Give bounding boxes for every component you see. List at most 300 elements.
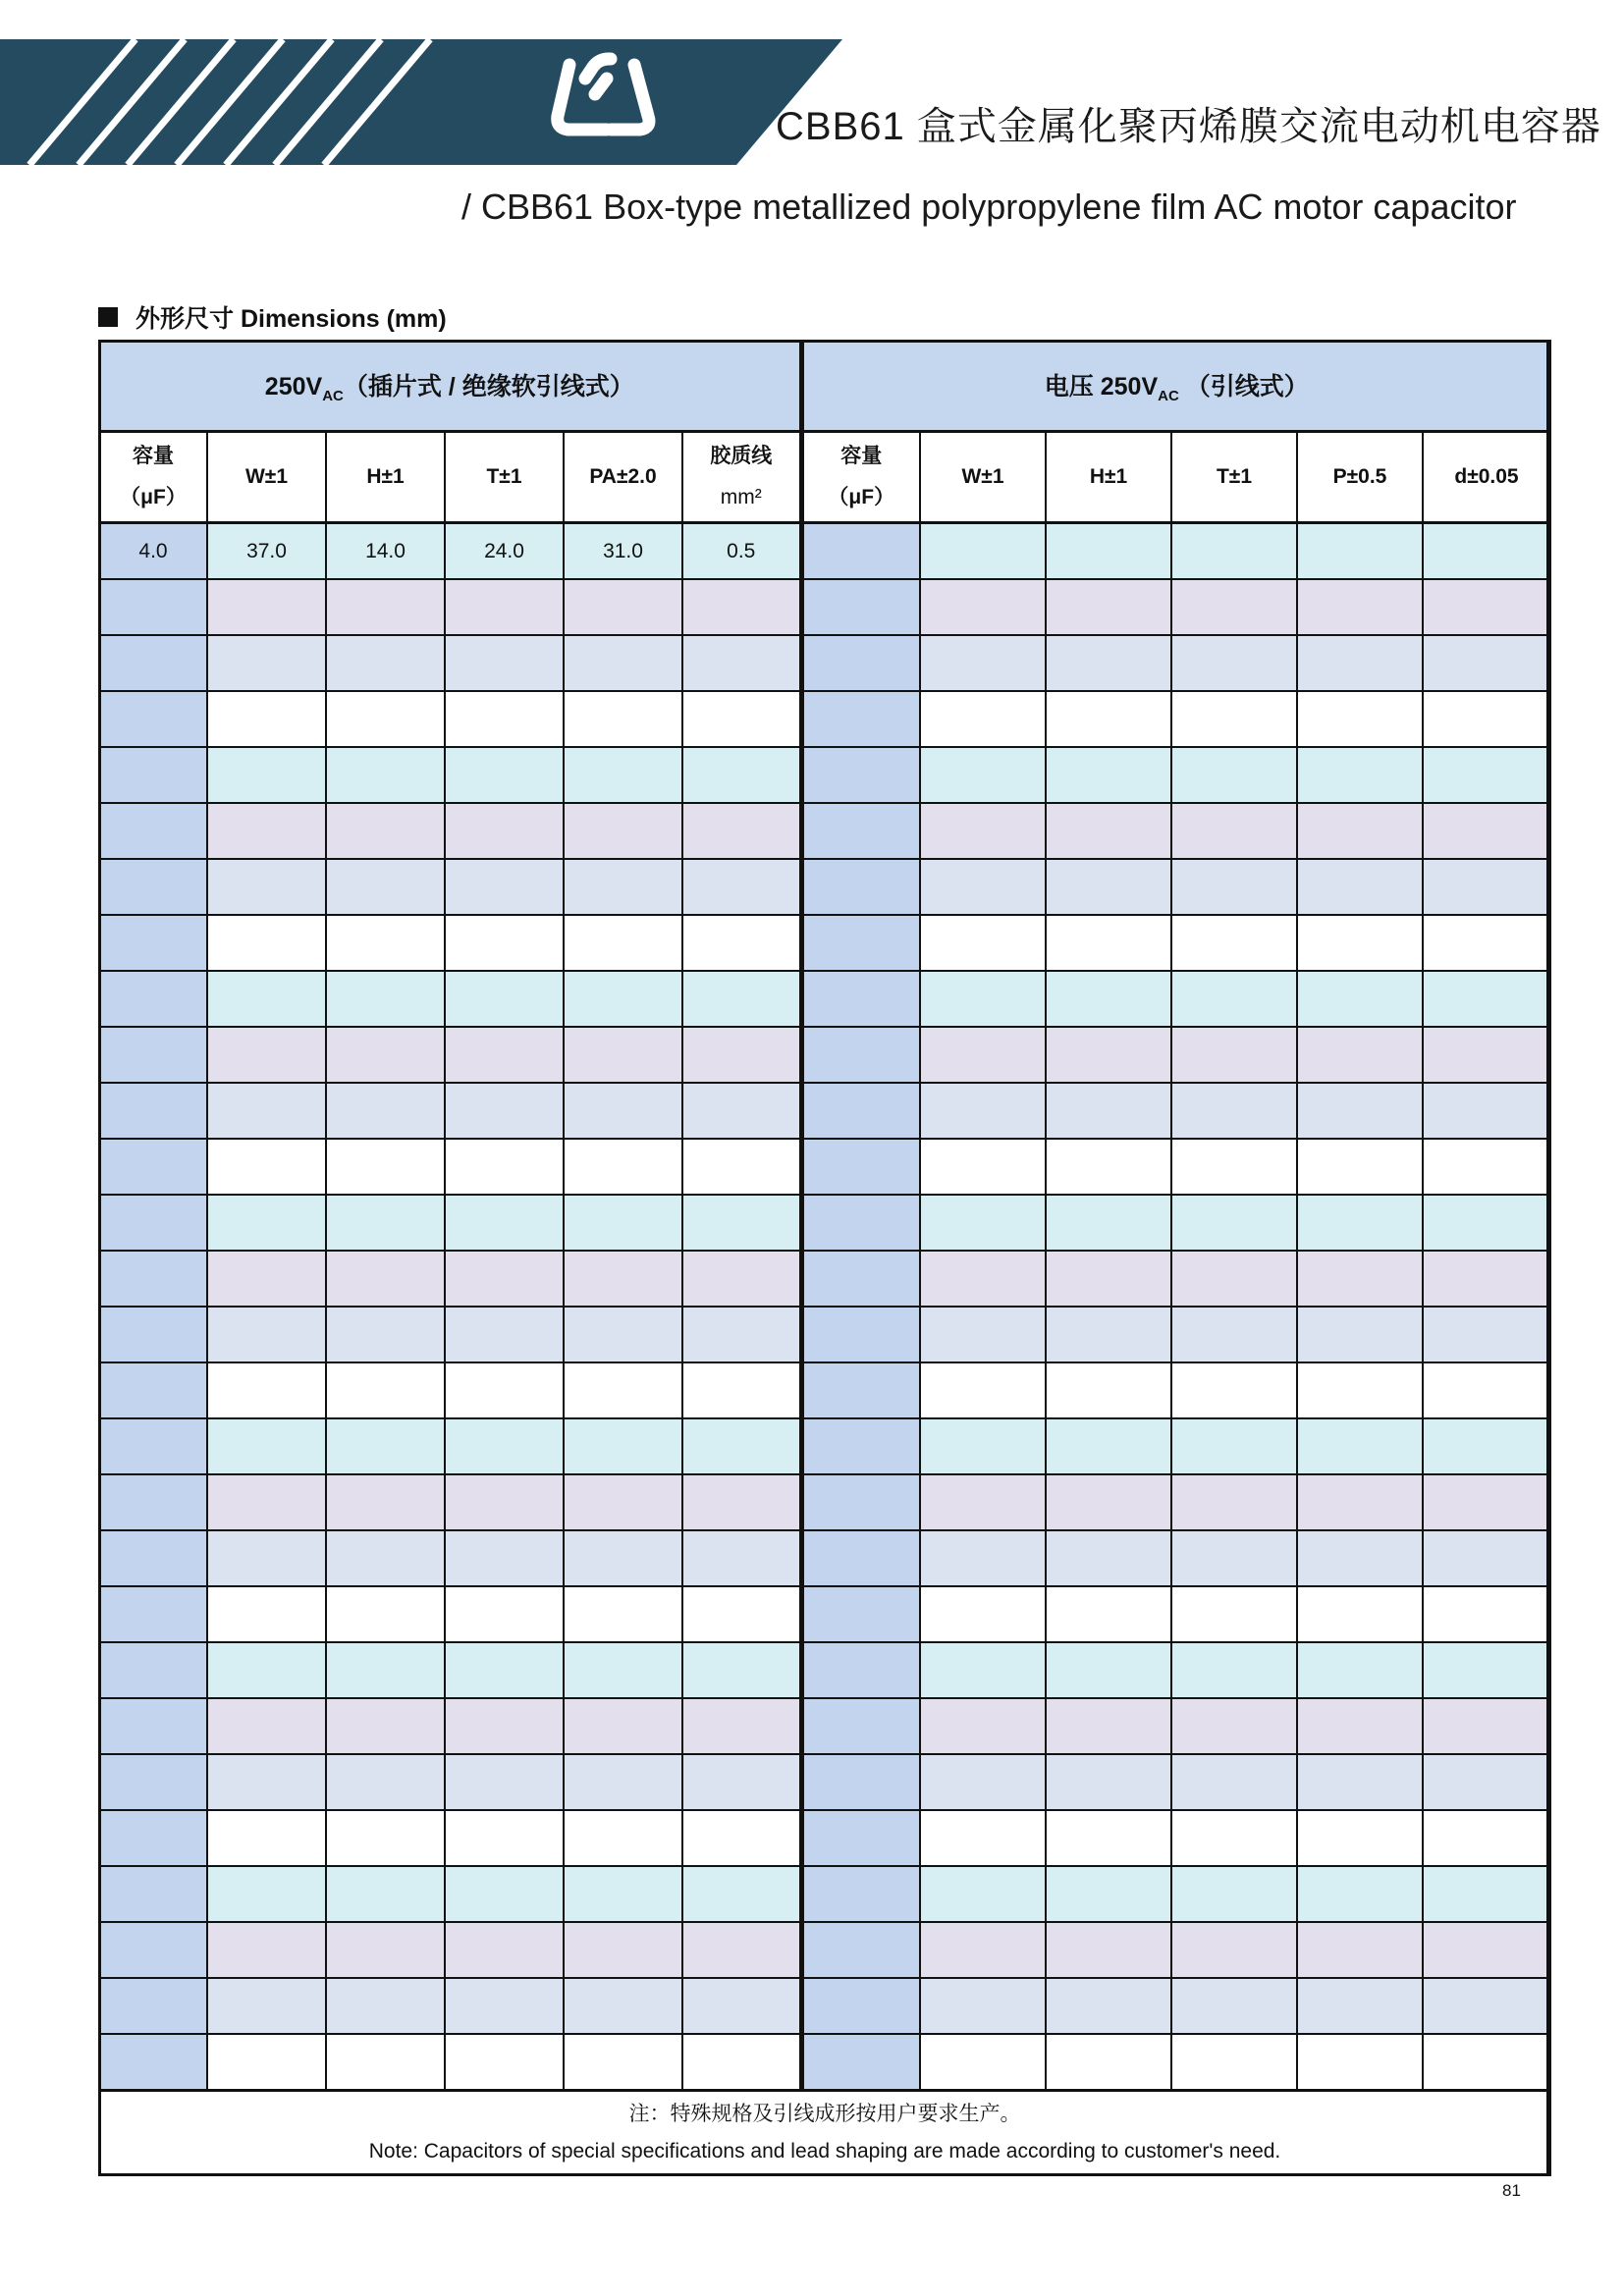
table-cell	[207, 1530, 326, 1586]
table-cell	[801, 1642, 920, 1698]
table-cell	[326, 1362, 445, 1418]
table-cell	[564, 1307, 682, 1362]
col-header-h: H±1	[326, 432, 445, 523]
table-cell	[801, 1474, 920, 1530]
col-header-p-right: P±0.5	[1297, 432, 1423, 523]
table-cell	[1046, 1195, 1171, 1251]
section-title: 外形尺寸 Dimensions (mm)	[135, 305, 447, 333]
table-cell	[445, 1251, 564, 1307]
table-cell	[99, 1307, 207, 1362]
table-cell	[1046, 1307, 1171, 1362]
table-cell	[326, 1754, 445, 1810]
table-row	[99, 1307, 1550, 1362]
table-cell	[1046, 1418, 1171, 1474]
table-cell	[1297, 579, 1423, 635]
table-cell	[801, 579, 920, 635]
table-cell	[1297, 1530, 1423, 1586]
table-cell	[326, 1418, 445, 1474]
table-cell	[1297, 1754, 1423, 1810]
table-cell	[564, 1418, 682, 1474]
table-cell	[682, 1307, 801, 1362]
table-cell	[1297, 1083, 1423, 1139]
table-cell	[99, 803, 207, 859]
table-cell	[682, 971, 801, 1027]
table-cell	[1423, 971, 1550, 1027]
table-cell	[920, 1978, 1046, 2034]
table-row	[99, 747, 1550, 803]
table-cell	[1297, 1307, 1423, 1362]
table-cell	[1423, 1698, 1550, 1754]
table-cell	[1297, 859, 1423, 915]
table-cell	[1171, 1418, 1297, 1474]
col-header-capacity-right: 容量 （μF）	[801, 432, 920, 523]
table-row	[99, 2034, 1550, 2091]
table-cell	[801, 1195, 920, 1251]
table-cell	[920, 2034, 1046, 2091]
table-cell	[682, 859, 801, 915]
table-cell	[801, 1754, 920, 1810]
table-cell	[564, 1530, 682, 1586]
table-cell	[682, 1418, 801, 1474]
table-cell	[1297, 1362, 1423, 1418]
table-cell	[445, 1922, 564, 1978]
table-cell	[682, 1139, 801, 1195]
table-cell	[99, 579, 207, 635]
table-cell	[1297, 1139, 1423, 1195]
table-cell	[99, 1474, 207, 1530]
table-cell	[682, 803, 801, 859]
table-cell	[564, 635, 682, 691]
table-cell	[207, 1586, 326, 1642]
table-cell	[1171, 1810, 1297, 1866]
table-row	[99, 635, 1550, 691]
table-cell	[1171, 1362, 1297, 1418]
table-cell	[1171, 1530, 1297, 1586]
table-cell	[1171, 523, 1297, 580]
table-cell: 14.0	[326, 523, 445, 580]
table-cell	[1046, 1754, 1171, 1810]
table-cell	[326, 1474, 445, 1530]
table-cell	[1171, 1251, 1297, 1307]
table-cell	[682, 1195, 801, 1251]
table-cell	[920, 1922, 1046, 1978]
table-row	[99, 523, 1550, 580]
table-cell	[1297, 971, 1423, 1027]
table-cell	[326, 1083, 445, 1139]
table-cell	[920, 579, 1046, 635]
table-row	[99, 579, 1550, 635]
table-cell	[207, 1754, 326, 1810]
table-cell: 37.0	[207, 523, 326, 580]
table-cell	[564, 1139, 682, 1195]
table-cell	[445, 1195, 564, 1251]
table-cell	[445, 971, 564, 1027]
table-cell	[207, 971, 326, 1027]
table-cell	[207, 1362, 326, 1418]
table-cell	[1171, 915, 1297, 971]
table-cell	[207, 1195, 326, 1251]
table-row	[99, 1418, 1550, 1474]
table-cell	[682, 1251, 801, 1307]
table-row	[99, 1642, 1550, 1698]
table-row	[99, 1810, 1550, 1866]
table-cell	[801, 1418, 920, 1474]
table-cell	[1046, 1866, 1171, 1922]
table-cell	[564, 747, 682, 803]
table-cell	[99, 971, 207, 1027]
table-cell	[682, 1866, 801, 1922]
table-cell	[1297, 803, 1423, 859]
table-cell	[1046, 691, 1171, 747]
table-cell	[1423, 915, 1550, 971]
table-cell: 31.0	[564, 523, 682, 580]
group-header-right: 电压 $250V_{AC}$ （引线式）	[801, 341, 1550, 432]
table-cell	[445, 1530, 564, 1586]
table-cell	[801, 1307, 920, 1362]
table-cell	[1423, 1978, 1550, 2034]
table-cell	[801, 859, 920, 915]
table-cell	[1046, 1530, 1171, 1586]
table-cell	[207, 1698, 326, 1754]
table-cell	[1297, 1195, 1423, 1251]
table-cell	[1171, 2034, 1297, 2091]
table-cell	[1423, 803, 1550, 859]
table-cell	[1046, 803, 1171, 859]
table-cell	[326, 579, 445, 635]
table-cell	[99, 1530, 207, 1586]
col-header-h-right: H±1	[1046, 432, 1171, 523]
table-cell	[1423, 1418, 1550, 1474]
table-cell	[682, 1027, 801, 1083]
table-cell	[920, 1139, 1046, 1195]
table-cell	[682, 1586, 801, 1642]
table-cell	[1171, 747, 1297, 803]
table-cell	[564, 1642, 682, 1698]
table-row	[99, 1586, 1550, 1642]
table-cell	[1423, 747, 1550, 803]
table-cell	[1297, 1978, 1423, 2034]
table-cell	[326, 1698, 445, 1754]
table-cell	[564, 1362, 682, 1418]
table-cell	[564, 971, 682, 1027]
table-cell	[920, 1195, 1046, 1251]
table-cell	[801, 803, 920, 859]
table-cell	[801, 747, 920, 803]
col-header-pa: PA±2.0	[564, 432, 682, 523]
table-cell	[920, 803, 1046, 859]
table-cell	[1171, 1139, 1297, 1195]
table-cell	[1423, 1922, 1550, 1978]
table-cell	[564, 1027, 682, 1083]
table-cell	[99, 1698, 207, 1754]
table-cell	[445, 1586, 564, 1642]
table-cell	[564, 1978, 682, 2034]
table-cell	[207, 1307, 326, 1362]
table-cell	[445, 2034, 564, 2091]
table-cell	[1297, 1866, 1423, 1922]
table-cell	[920, 1474, 1046, 1530]
table-cell	[207, 579, 326, 635]
table-cell	[326, 1642, 445, 1698]
table-cell	[1423, 1810, 1550, 1866]
table-row	[99, 1139, 1550, 1195]
table-cell	[326, 859, 445, 915]
table-cell	[99, 1195, 207, 1251]
table-cell	[1171, 1978, 1297, 2034]
table-cell	[326, 971, 445, 1027]
table-cell	[801, 1810, 920, 1866]
table-cell	[1046, 747, 1171, 803]
table-cell	[445, 915, 564, 971]
table-cell	[207, 747, 326, 803]
table-cell	[445, 1866, 564, 1922]
table-cell	[801, 971, 920, 1027]
table-cell	[920, 1698, 1046, 1754]
table-cell	[445, 747, 564, 803]
table-cell	[445, 635, 564, 691]
table-cell	[1423, 1642, 1550, 1698]
table-cell	[564, 1195, 682, 1251]
table-cell	[326, 1866, 445, 1922]
table-cell	[99, 747, 207, 803]
table-cell	[1297, 1698, 1423, 1754]
dimensions-table	[98, 340, 1549, 2176]
table-cell	[1171, 1083, 1297, 1139]
table-row	[99, 1698, 1550, 1754]
table-cell	[1423, 691, 1550, 747]
table-cell	[920, 859, 1046, 915]
table-cell	[1046, 1978, 1171, 2034]
table-cell	[99, 1139, 207, 1195]
table-cell	[1423, 579, 1550, 635]
table-cell	[920, 691, 1046, 747]
table-cell	[564, 1866, 682, 1922]
square-bullet-icon	[98, 307, 118, 327]
table-cell	[1297, 523, 1423, 580]
table-cell	[682, 1754, 801, 1810]
table-cell	[99, 859, 207, 915]
table-cell	[564, 1251, 682, 1307]
table-cell	[682, 915, 801, 971]
table-cell	[1171, 635, 1297, 691]
table-cell	[207, 1642, 326, 1698]
section-heading	[98, 299, 447, 335]
table-cell	[445, 1139, 564, 1195]
table-cell	[1046, 1698, 1171, 1754]
table-row	[99, 1866, 1550, 1922]
table-cell	[99, 1027, 207, 1083]
table-row	[99, 915, 1550, 971]
table-cell	[445, 1754, 564, 1810]
table-row	[99, 1027, 1550, 1083]
table-cell	[801, 1698, 920, 1754]
table-cell	[207, 803, 326, 859]
table-cell	[1171, 1866, 1297, 1922]
table-cell	[326, 1978, 445, 2034]
table-cell	[207, 1474, 326, 1530]
table-cell	[682, 1362, 801, 1418]
table-row	[99, 1362, 1550, 1418]
table-cell	[326, 635, 445, 691]
table-cell	[564, 691, 682, 747]
table-row	[99, 1754, 1550, 1810]
table-cell	[920, 1754, 1046, 1810]
table-cell	[445, 803, 564, 859]
table-cell	[682, 579, 801, 635]
table-cell	[1423, 523, 1550, 580]
table-cell	[1046, 1586, 1171, 1642]
table-cell	[1297, 2034, 1423, 2091]
table-cell	[326, 803, 445, 859]
table-cell	[326, 1810, 445, 1866]
table-cell	[1423, 1586, 1550, 1642]
table-cell	[445, 1418, 564, 1474]
table-cell	[801, 1251, 920, 1307]
table-cell	[445, 691, 564, 747]
table-cell	[1171, 1586, 1297, 1642]
table-cell	[99, 2034, 207, 2091]
table-cell	[1423, 1139, 1550, 1195]
table-cell	[801, 523, 920, 580]
table-cell	[564, 579, 682, 635]
table-cell	[682, 1922, 801, 1978]
table-cell	[920, 1866, 1046, 1922]
table-cell	[1423, 1195, 1550, 1251]
table-row	[99, 859, 1550, 915]
table-cell	[920, 1027, 1046, 1083]
table-cell	[920, 747, 1046, 803]
table-cell	[1423, 1251, 1550, 1307]
table-cell	[682, 1978, 801, 2034]
table-note-row	[99, 2091, 1550, 2176]
table-cell	[920, 1642, 1046, 1698]
table-cell	[564, 915, 682, 971]
table-cell	[801, 915, 920, 971]
table-cell	[1046, 915, 1171, 971]
table-cell	[1046, 523, 1171, 580]
table-cell	[920, 971, 1046, 1027]
table-cell	[1171, 579, 1297, 635]
table-cell	[682, 2034, 801, 2091]
table-cell: 4.0	[99, 523, 207, 580]
table-cell	[1423, 859, 1550, 915]
table-cell	[445, 579, 564, 635]
page-number: 81	[1502, 2181, 1521, 2200]
table-cell	[1297, 1251, 1423, 1307]
table-cell	[207, 1978, 326, 2034]
table-cell	[920, 1307, 1046, 1362]
table-cell	[99, 1251, 207, 1307]
col-header-capacity: 容量 （μF）	[99, 432, 207, 523]
table-cell	[326, 1195, 445, 1251]
table-cell	[1423, 1083, 1550, 1139]
table-cell	[682, 1474, 801, 1530]
table-cell	[1297, 635, 1423, 691]
table-cell	[1046, 1027, 1171, 1083]
table-cell	[564, 803, 682, 859]
table-cell	[682, 1698, 801, 1754]
table-row	[99, 1474, 1550, 1530]
table-cell	[1297, 691, 1423, 747]
table-cell	[682, 1642, 801, 1698]
table-cell	[207, 859, 326, 915]
table-cell	[1423, 1362, 1550, 1418]
table-cell	[99, 1642, 207, 1698]
table-row	[99, 1978, 1550, 2034]
table-cell	[801, 1866, 920, 1922]
table-row	[99, 1530, 1550, 1586]
table-cell	[1423, 1474, 1550, 1530]
table-row	[99, 1195, 1550, 1251]
table-cell	[445, 1474, 564, 1530]
table-cell	[207, 1251, 326, 1307]
table-cell	[1046, 635, 1171, 691]
table-cell	[801, 1362, 920, 1418]
table-cell	[801, 1922, 920, 1978]
table-cell	[564, 1922, 682, 1978]
table-cell	[1171, 1922, 1297, 1978]
table-cell	[207, 691, 326, 747]
table-cell	[682, 691, 801, 747]
table-cell	[801, 2034, 920, 2091]
table-cell	[99, 691, 207, 747]
table-cell	[99, 635, 207, 691]
table-cell	[682, 1810, 801, 1866]
table-cell	[445, 1810, 564, 1866]
table-cell	[1046, 971, 1171, 1027]
note-cn: 注：特殊规格及引线成形按用户要求生产。	[628, 2103, 1021, 2125]
table-cell	[207, 1027, 326, 1083]
table-cell	[801, 1978, 920, 2034]
table-cell	[207, 635, 326, 691]
table-row	[99, 1922, 1550, 1978]
table-cell	[445, 1698, 564, 1754]
table-cell	[801, 1027, 920, 1083]
table-cell	[1423, 1754, 1550, 1810]
table-cell	[326, 691, 445, 747]
col-header-w: W±1	[207, 432, 326, 523]
table-cell: 24.0	[445, 523, 564, 580]
table-cell	[1171, 859, 1297, 915]
table-cell	[326, 1922, 445, 1978]
table-cell	[564, 1586, 682, 1642]
table-cell	[445, 1307, 564, 1362]
table-row	[99, 971, 1550, 1027]
table-cell	[1297, 1418, 1423, 1474]
table-cell	[920, 1362, 1046, 1418]
document-title-cn: CBB61 盒式金属化聚丙烯膜交流电动机电容器	[776, 105, 1601, 148]
table-cell	[1046, 1922, 1171, 1978]
table-cell	[99, 1418, 207, 1474]
table-cell	[207, 915, 326, 971]
table-cell	[682, 747, 801, 803]
table-cell	[682, 635, 801, 691]
table-cell	[1046, 1474, 1171, 1530]
table-cell	[1046, 579, 1171, 635]
table-cell: 0.5	[682, 523, 801, 580]
table-cell	[445, 1027, 564, 1083]
col-header-w-right: W±1	[920, 432, 1046, 523]
table-cell	[207, 1083, 326, 1139]
table-cell	[564, 859, 682, 915]
table-cell	[564, 1754, 682, 1810]
table-row	[99, 803, 1550, 859]
table-cell	[564, 1474, 682, 1530]
table-cell	[326, 915, 445, 971]
table-cell	[801, 1586, 920, 1642]
table-cell	[1046, 1642, 1171, 1698]
table-cell	[1046, 1362, 1171, 1418]
